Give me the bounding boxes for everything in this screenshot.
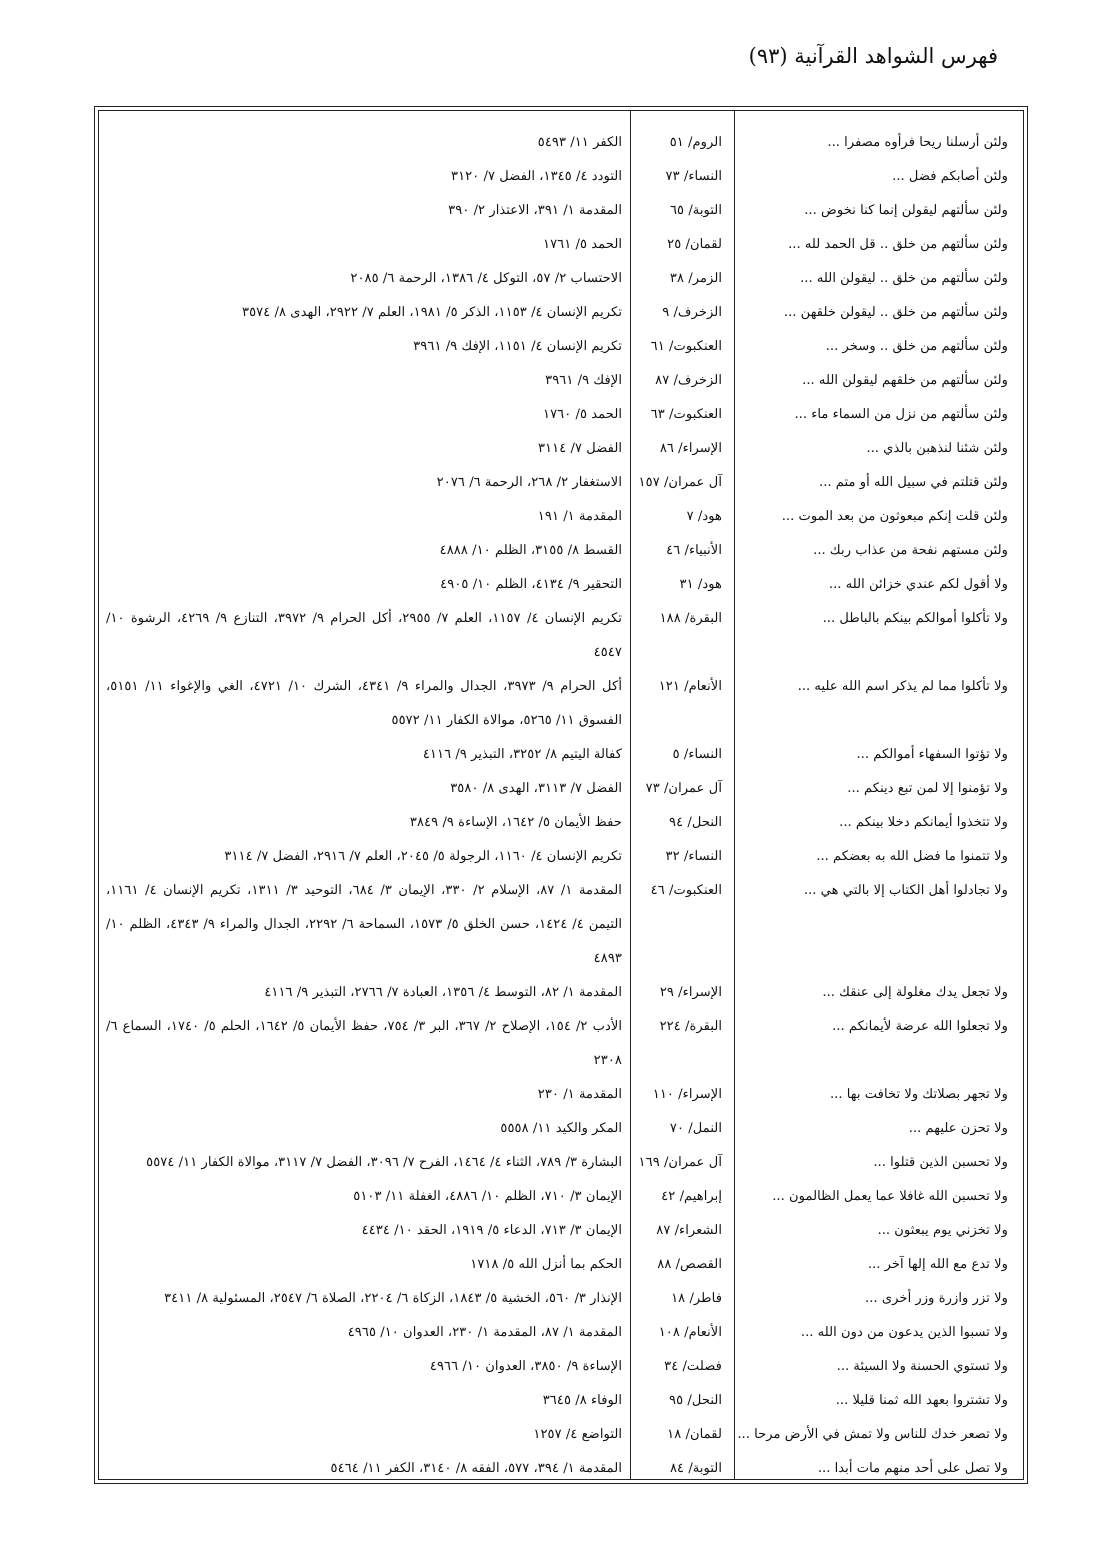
topic-references: المكر والكيد ١١/ ٥٥٥٨: [500, 1121, 622, 1136]
verse-text: ولئن مستهم نفحة من عذاب ربك ...: [813, 543, 1008, 558]
topic-references: الأدب ٢/ ١٥٤، الإصلاح ٢/ ٣٦٧، البر ٣/ ٧٥٤، حفظ الأيمان ٥/ ١٦٤٢، الحلم ٥/ ١٧٤٠، السماع ٦/ ٢٣٠٨: [106, 1019, 623, 1068]
page-header: فهرس الشواهد القرآنية (٩٣): [748, 44, 998, 68]
topic-references: الاستغفار ٢/ ٢٦٨، الرحمة ٦/ ٢٠٧٦: [436, 475, 622, 490]
verse-text: ولا تجهر بصلاتك ولا تخافت بها ...: [829, 1087, 1008, 1102]
surah-reference: آل عمران/ ٧٣: [645, 781, 722, 796]
topic-references: المقدمة ١/ ٨٢، التوسط ٤/ ١٣٥٦، العبادة ٧/ ٢٧٦٦، التبذير ٩/ ٤١١٦: [264, 985, 622, 1000]
topic-references: الإفك ٩/ ٣٩٦١: [545, 373, 622, 388]
index-row: [100, 1452, 1022, 1486]
verse-text: ولئن قلت إنكم مبعوثون من بعد الموت ...: [781, 509, 1008, 524]
surah-reference: لقمان/ ٢٥: [667, 237, 722, 252]
surah-reference: البقرة/ ١٨٨: [659, 611, 722, 626]
verse-text: ولئن سألتهم ليقولن إنما كنا نخوض ...: [804, 203, 1008, 218]
verse-text: ولا تزر وازرة وزر أخرى ...: [865, 1291, 1008, 1306]
index-row: [100, 432, 1022, 466]
index-table: [100, 126, 1022, 1486]
topic-references: التحقير ٩/ ٤١٣٤، الظلم ١٠/ ٤٩٠٥: [440, 577, 622, 592]
topic-references: الإنذار ٣/ ٥٦٠، الخشية ٥/ ١٨٤٣، الزكاة ٦/ ٢٢٠٤، الصلاة ٦/ ٢٥٤٧، المسئولية ٨/ ٣٤١١: [164, 1291, 622, 1306]
index-row: [100, 228, 1022, 262]
index-row: [100, 1112, 1022, 1146]
topic-references: الحكم بما أنزل الله ٥/ ١٧١٨: [470, 1257, 622, 1272]
surah-reference: الزخرف/ ٩: [662, 305, 722, 320]
verse-text: ولا تشتروا بعهد الله ثمنا قليلا ...: [835, 1393, 1008, 1408]
verse-text: ولئن قتلتم في سبيل الله أو متم ...: [819, 475, 1008, 490]
topic-references: المقدمة ١/ ٢٣٠: [537, 1087, 622, 1102]
topic-references: المقدمة ١/ ٣٩١، الاعتذار ٢/ ٣٩٠: [448, 203, 622, 218]
topic-references: تكريم الإنسان ٤/ ١١٥١، الإفك ٩/ ٣٩٦١: [413, 339, 622, 354]
topic-references: الاحتساب ٢/ ٥٧، التوكل ٤/ ١٣٨٦، الرحمة ٦/ ٢٠٨٥: [350, 271, 622, 286]
verse-text: ولا تحسبن الذين قتلوا ...: [873, 1155, 1008, 1170]
index-row: [100, 670, 1022, 738]
verse-text: ولا تستوي الحسنة ولا السيئة ...: [836, 1359, 1008, 1374]
surah-reference: العنكبوت/ ٦١: [650, 339, 722, 354]
verse-text: ولا تتخذوا أيمانكم دخلا بينكم ...: [839, 815, 1008, 830]
topic-references: الوفاء ٨/ ٣٦٤٥: [542, 1393, 622, 1408]
index-row: [100, 1248, 1022, 1282]
topic-references: التودد ٤/ ١٣٤٥، الفضل ٧/ ٣١٢٠: [451, 169, 622, 184]
topic-references: الإيمان ٣/ ٧١٠، الظلم ١٠/ ٤٨٨٦، الغفلة ١١/ ٥١٠٣: [353, 1189, 622, 1204]
index-row: [100, 296, 1022, 330]
index-row: [100, 806, 1022, 840]
index-row: [100, 398, 1022, 432]
verse-text: ولا تتمنوا ما فضل الله به بعضكم ...: [816, 849, 1008, 864]
verse-text: ولا تخزني يوم يبعثون ...: [877, 1223, 1008, 1238]
topic-references: الإساءة ٩/ ٣٨٥٠، العدوان ١٠/ ٤٩٦٦: [429, 1359, 622, 1374]
surah-reference: الزمر/ ٣٨: [669, 271, 722, 286]
verse-text: ولا تدع مع الله إلها آخر ...: [867, 1257, 1008, 1272]
surah-reference: الروم/ ٥١: [669, 135, 722, 150]
verse-text: ولا تحسبن الله غافلا عما يعمل الظالمون ...: [772, 1189, 1008, 1204]
index-row: [100, 1214, 1022, 1248]
index-row: [100, 534, 1022, 568]
verse-text: ولئن أرسلنا ريحا فرأوه مصفرا ...: [827, 135, 1008, 150]
index-row: [100, 1384, 1022, 1418]
surah-reference: الإسراء/ ٢٩: [659, 985, 722, 1000]
surah-reference: فاطر/ ١٨: [671, 1291, 722, 1306]
surah-reference: الشعراء/ ٨٧: [656, 1223, 722, 1238]
index-row: [100, 738, 1022, 772]
index-row: [100, 1282, 1022, 1316]
verse-text: ولا تأكلوا أموالكم بينكم بالباطل ...: [822, 611, 1008, 626]
surah-reference: الأنبياء/ ٤٦: [666, 543, 722, 558]
index-row: [100, 874, 1022, 976]
index-row: [100, 1418, 1022, 1452]
topic-references: الفضل ٧/ ٣١١٤: [537, 441, 622, 456]
surah-reference: فصلت/ ٣٤: [664, 1359, 722, 1374]
surah-reference: الإسراء/ ١١٠: [652, 1087, 722, 1102]
verse-text: ولا تحزن عليهم ...: [908, 1121, 1008, 1136]
verse-text: ولئن سألتهم من خلق .. ليقولن خلقهن ...: [783, 305, 1008, 320]
topic-references: الكفر ١١/ ٥٤٩٣: [537, 135, 622, 150]
topic-references: تكريم الإنسان ٤/ ١١٦٠، الرجولة ٥/ ٢٠٤٥، العلم ٧/ ٢٩١٦، الفضل ٧/ ٣١١٤: [224, 849, 622, 864]
topic-references: أكل الحرام ٩/ ٣٩٧٣، الجدال والمراء ٩/ ٤٣٤١، الشرك ١٠/ ٤٧٢١، الغي والإغواء ١١/ ٥١٥١، الفسوق ١١/ ٥٢٦٥، موالاة الكفار ١١/ ٥٥٧٢: [106, 679, 622, 728]
topic-references: القسط ٨/ ٣١٥٥، الظلم ١٠/ ٤٨٨٨: [439, 543, 622, 558]
topic-references: تكريم الإنسان ٤/ ١١٥٧، العلم ٧/ ٢٩٥٥، أكل الحرام ٩/ ٣٩٧٢، التنازع ٩/ ٤٢٦٩، الرشوة ١٠/ ٤٥٤٧: [106, 611, 623, 660]
topic-references: المقدمة ١/ ٣٩٤، ٥٧٧، الفقه ٨/ ٣١٤٠، الكفر ١١/ ٥٤٦٤: [330, 1461, 622, 1476]
topic-references: الحمد ٥/ ١٧٦١: [542, 237, 622, 252]
surah-reference: العنكبوت/ ٦٣: [650, 407, 722, 422]
surah-reference: القصص/ ٨٨: [657, 1257, 722, 1272]
index-row: [100, 466, 1022, 500]
verse-text: ولئن شئنا لنذهبن بالذي ...: [866, 441, 1008, 456]
topic-references: حفظ الأيمان ٥/ ١٦٤٢، الإساءة ٩/ ٣٨٤٩: [409, 815, 622, 830]
surah-reference: هود/ ٧: [686, 509, 722, 524]
topic-references: التواضع ٤/ ١٢٥٧: [533, 1427, 622, 1442]
surah-reference: العنكبوت/ ٤٦: [650, 883, 722, 898]
topic-references: الحمد ٥/ ١٧٦٠: [542, 407, 622, 422]
surah-reference: الأنعام/ ١٠٨: [658, 1325, 722, 1340]
surah-reference: لقمان/ ١٨: [667, 1427, 722, 1442]
verse-text: ولا تصل على أحد منهم مات أبدا ...: [817, 1461, 1008, 1476]
surah-reference: الإسراء/ ٨٦: [659, 441, 722, 456]
verse-text: ولا تسبوا الذين يدعون من دون الله ...: [800, 1325, 1008, 1340]
verse-text: ولا تصعر خدك للناس ولا تمش في الأرض مرحا ...: [737, 1427, 1008, 1442]
topic-references: الفضل ٧/ ٣١١٣، الهدى ٨/ ٣٥٨٠: [450, 781, 622, 796]
index-row: [100, 1350, 1022, 1384]
verse-text: ولئن سألتهم من خلق .. وسخر ...: [825, 339, 1008, 354]
index-row: [100, 194, 1022, 228]
surah-reference: الزخرف/ ٨٧: [655, 373, 722, 388]
index-row: [100, 126, 1022, 160]
surah-reference: الأنعام/ ١٢١: [658, 679, 722, 694]
verse-text: ولا تجعلوا الله عرضة لأيمانكم ...: [832, 1019, 1008, 1034]
verse-text: ولا تأكلوا مما لم يذكر اسم الله عليه ...: [797, 679, 1008, 694]
index-row: [100, 1010, 1022, 1078]
surah-reference: التوبة/ ٨٤: [669, 1461, 722, 1476]
index-row: [100, 840, 1022, 874]
topic-references: تكريم الإنسان ٤/ ١١٥٣، الذكر ٥/ ١٩٨١، العلم ٧/ ٢٩٢٢، الهدى ٨/ ٣٥٧٤: [242, 305, 622, 320]
topic-references: المقدمة ١/ ٨٧، الإسلام ٢/ ٣٣٠، الإيمان ٣/ ٦٨٤، التوحيد ٣/ ١٣١١، تكريم الإنسان ٤/ ١١٦١، التيمن ٤/ ١٤٢٤، حسن الخلق ٥/ ١٥٧٣، السماحة ٦/ ٢٢٩٢، الجدال والمراء ٩/ ٤٣٤٣، الظلم ١٠/ ٤٨٩٣: [106, 883, 623, 966]
index-row: [100, 976, 1022, 1010]
surah-reference: النحل/ ٩٥: [669, 1393, 722, 1408]
index-row: [100, 364, 1022, 398]
index-row: [100, 1146, 1022, 1180]
verse-text: ولئن سألتهم من نزل من السماء ماء ...: [794, 407, 1008, 422]
surah-reference: النحل/ ٩٤: [669, 815, 722, 830]
verse-text: ولئن سألتهم من خلقهم ليقولن الله ...: [802, 373, 1008, 388]
verse-text: ولا أقول لكم عندي خزائن الله ...: [828, 577, 1008, 592]
verse-text: ولا تؤتوا السفهاء أموالكم ...: [856, 747, 1008, 762]
verse-text: ولئن سألتهم من خلق .. قل الحمد لله ...: [788, 237, 1008, 252]
topic-references: المقدمة ١/ ١٩١: [537, 509, 622, 524]
verse-text: ولا تؤمنوا إلا لمن تبع دينكم ...: [847, 781, 1008, 796]
topic-references: الإيمان ٣/ ٧١٣، الدعاء ٥/ ١٩١٩، الحقد ١٠/ ٤٤٣٤: [361, 1223, 622, 1238]
surah-reference: النساء/ ٣٢: [665, 849, 722, 864]
index-row: [100, 1180, 1022, 1214]
verse-text: ولا تجعل يدك مغلولة إلى عنقك ...: [822, 985, 1008, 1000]
surah-reference: النمل/ ٧٠: [669, 1121, 722, 1136]
verse-text: ولئن أصابكم فضل ...: [892, 169, 1008, 184]
index-row: [100, 262, 1022, 296]
surah-reference: النساء/ ٥: [672, 747, 722, 762]
topic-references: البشارة ٣/ ٧٨٩، الثناء ٤/ ١٤٦٤، الفرح ٧/ ٣٠٩٦، الفضل ٧/ ٣١١٧، موالاة الكفار ١١/ ٥٥٧٤: [146, 1155, 622, 1170]
verse-text: ولا تجادلوا أهل الكتاب إلا بالتي هي ...: [803, 883, 1008, 898]
index-row: [100, 602, 1022, 670]
topic-references: كفالة اليتيم ٨/ ٣٢٥٢، التبذير ٩/ ٤١١٦: [422, 747, 622, 762]
index-row: [100, 1078, 1022, 1112]
surah-reference: آل عمران/ ١٦٩: [638, 1155, 722, 1170]
surah-reference: هود/ ٣١: [679, 577, 722, 592]
surah-reference: البقرة/ ٢٢٤: [659, 1019, 722, 1034]
index-row: [100, 160, 1022, 194]
topic-references: المقدمة ١/ ٨٧، المقدمة ١/ ٢٣٠، العدوان ١٠/ ٤٩٦٥: [347, 1325, 622, 1340]
surah-reference: النساء/ ٧٣: [665, 169, 722, 184]
index-row: [100, 500, 1022, 534]
index-row: [100, 1316, 1022, 1350]
surah-reference: التوبة/ ٦٥: [669, 203, 722, 218]
index-row: [100, 330, 1022, 364]
verse-text: ولئن سألتهم من خلق .. ليقولن الله ...: [800, 271, 1008, 286]
surah-reference: آل عمران/ ١٥٧: [638, 475, 722, 490]
surah-reference: إبراهيم/ ٤٢: [661, 1189, 722, 1204]
index-row: [100, 568, 1022, 602]
index-row: [100, 772, 1022, 806]
